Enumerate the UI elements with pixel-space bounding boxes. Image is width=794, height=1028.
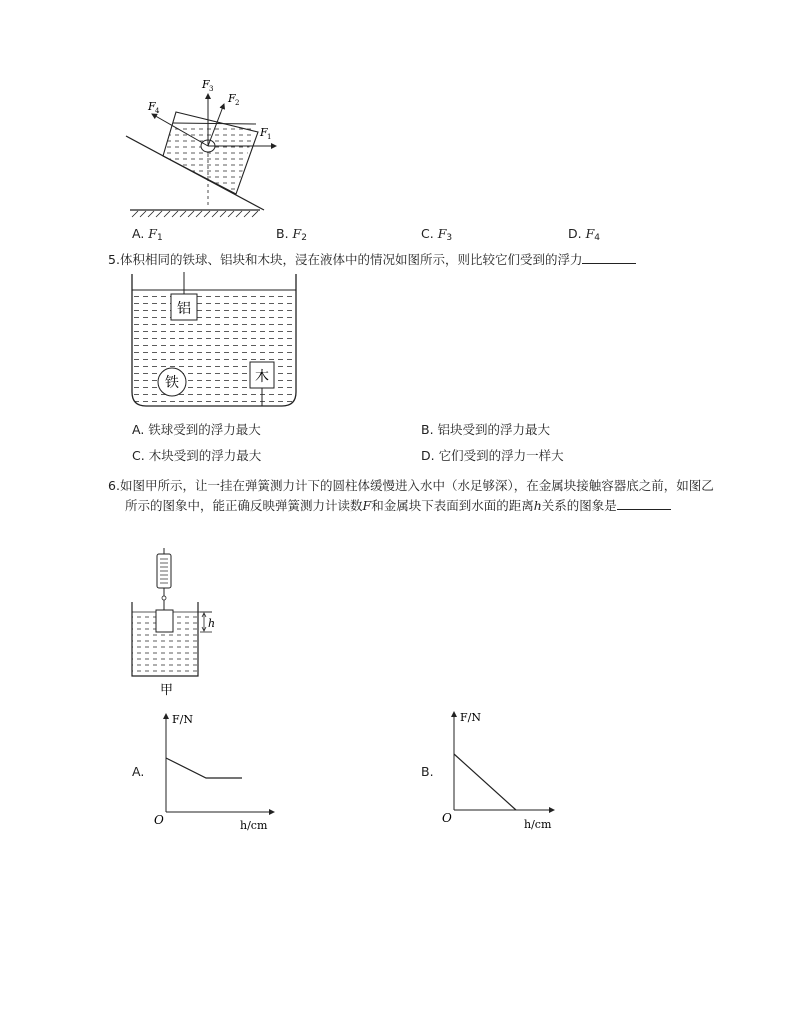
q5-option-c[interactable]: C. 木块受到的浮力最大 xyxy=(132,448,262,463)
graph-a-ylabel: F/N xyxy=(172,713,193,726)
q5-figure xyxy=(124,272,304,414)
q4-label-f1: F xyxy=(260,126,268,139)
graph-a-origin: O xyxy=(154,813,164,827)
q6-option-a-label[interactable]: A. xyxy=(132,764,145,779)
q5-option-d[interactable]: D. 它们受到的浮力一样大 xyxy=(421,448,564,463)
q6-fig-caption: 甲 xyxy=(160,683,174,698)
iron-ball-label: 铁 xyxy=(165,375,179,391)
graph-b-ylabel: F/N xyxy=(460,711,481,724)
svg-text:4: 4 xyxy=(155,107,160,115)
q5-stem: 5.体积相同的铁球、铝块和木块，浸在液体中的情况如图所示，则比较它们受到的浮力 xyxy=(108,250,693,269)
svg-text:2: 2 xyxy=(235,99,240,107)
aluminum-block-label: 铝 xyxy=(177,301,191,317)
q5-option-b[interactable]: B. 铝块受到的浮力最大 xyxy=(421,422,551,437)
graph-a-xlabel: h/cm xyxy=(240,819,268,832)
svg-text:3: 3 xyxy=(209,85,214,93)
graph-b-line xyxy=(454,754,516,810)
q4-option-d[interactable]: D. $F_4$ xyxy=(568,226,601,243)
graph-a-line xyxy=(166,758,242,778)
svg-text:1: 1 xyxy=(267,133,272,141)
q6-stem: 6.如图甲所示，让一挂在弹簧测力计下的圆柱体缓慢进入水中（水足够深），在金属块接触容器底之前，如图乙所示的图象中，能正确反映弹簧测力计读数F和金属块下表面到水面的距离h关系的图象是 xyxy=(108,478,714,513)
q6-answer-blank[interactable] xyxy=(617,497,671,510)
q4-option-b[interactable]: B. $F_2$ xyxy=(276,226,307,243)
graph-b-origin: O xyxy=(442,811,452,825)
q6-graph-b[interactable] xyxy=(438,706,568,834)
q4-figure xyxy=(118,72,298,222)
q6-graph-a[interactable] xyxy=(150,708,280,836)
q6-figure-jia xyxy=(120,548,230,698)
q6-option-b-label[interactable]: B. xyxy=(421,764,434,779)
wood-block-label: 木 xyxy=(255,369,269,385)
q4-label-f3: F xyxy=(202,78,210,91)
q4-option-a[interactable]: A. $F_1$ xyxy=(132,226,163,243)
q5-option-a[interactable]: A. 铁球受到的浮力最大 xyxy=(132,422,261,437)
q4-label-f4: F xyxy=(148,100,156,113)
q4-label-f2: F xyxy=(228,92,236,105)
q6-h-label: h xyxy=(208,617,216,630)
q4-option-c[interactable]: C. $F_3$ xyxy=(421,226,453,243)
q5-answer-blank[interactable] xyxy=(582,251,636,264)
graph-b-xlabel: h/cm xyxy=(524,818,552,831)
